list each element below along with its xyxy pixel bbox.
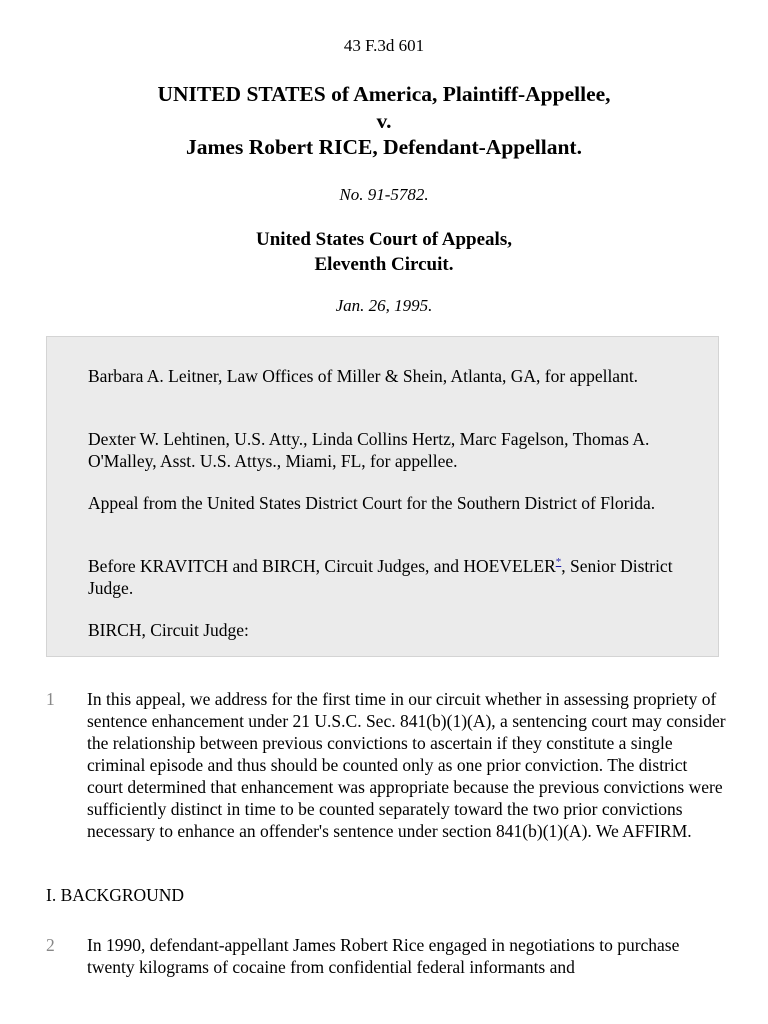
paragraph-text: In 1990, defendant-appellant James Robert Rice engaged in negotiations to purchase twenty kilograms of cocaine from confidential federal informants and xyxy=(87,935,680,977)
paragraph-text: In this appeal, we address for the first time in our circuit whether in assessing propriety of sentence enhancement under 21 U.S.C. Sec. 841(b)(1)(A), a sentencing court may consider the relationship between previous convictions to ascertain if they constitute a single criminal episode and thus should be counted only as one prior conviction. The district court determined that enhancement was appropriate because the previous convictions were sufficiently distinct in time to be counted separately toward the two prior convictions necessary to enhance an offender's sentence under section 841(b)(1)(A). We AFFIRM. xyxy=(87,689,726,841)
case-caption xyxy=(0,81,768,161)
decision-date: Jan. 26, 1995. xyxy=(335,296,433,315)
court-name xyxy=(0,227,768,277)
appellant-counsel: Barbara A. Leitner, Law Offices of Miller & Shein, Atlanta, GA, for appellant. xyxy=(88,366,639,386)
footnote-link[interactable]: * xyxy=(555,556,562,569)
plaintiff-line: UNITED STATES of America, Plaintiff-Appellee, xyxy=(157,82,611,106)
appellee-counsel: Dexter W. Lehtinen, U.S. Atty., Linda Collins Hertz, Marc Fagelson, Thomas A. O'Malley, Asst. U.S. Attys., Miami, FL, for appellee. xyxy=(88,429,650,471)
docket-number: No. 91-5782. xyxy=(339,185,429,204)
versus-line: v. xyxy=(376,108,392,133)
citation: 43 F.3d 601 xyxy=(343,36,425,55)
section-heading: I. BACKGROUND xyxy=(46,885,185,905)
defendant-line: James Robert RICE, Defendant-Appellant. xyxy=(186,135,582,159)
opinion-author: BIRCH, Circuit Judge: xyxy=(88,620,249,640)
panel-before-text: Before KRAVITCH and BIRCH, Circuit Judges, and HOEVELER xyxy=(88,556,556,576)
paragraph-number: 2 xyxy=(46,935,55,955)
paragraph-number: 1 xyxy=(46,689,55,709)
court-line-2: Eleventh Circuit. xyxy=(314,254,454,275)
appeal-origin: Appeal from the United States District Court for the Southern District of Florida. xyxy=(88,493,656,513)
court-line-1: United States Court of Appeals, xyxy=(256,229,512,250)
panel-judges xyxy=(88,555,688,599)
panel-after-text: , Senior District Judge. xyxy=(88,556,673,598)
counsel-panel xyxy=(46,336,719,657)
